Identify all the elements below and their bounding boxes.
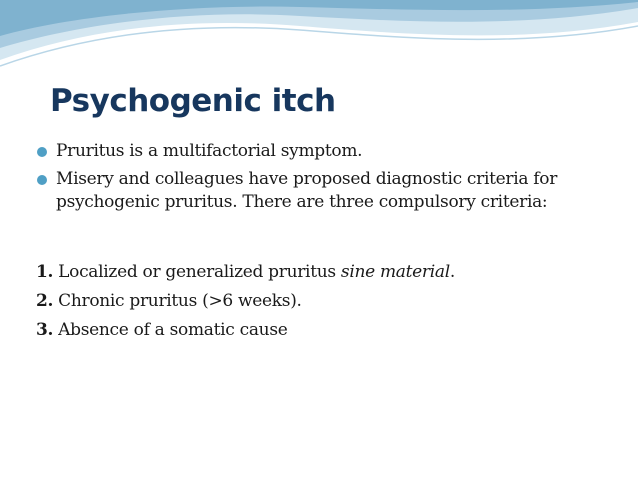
criteria-text: Localized or generalized pruritus	[58, 262, 341, 282]
criteria-number: 3.	[36, 320, 54, 340]
criteria-number: 2.	[36, 291, 54, 311]
bullet-dot-icon	[37, 175, 47, 185]
criteria-list	[36, 260, 626, 347]
bullet-dot-icon	[37, 147, 47, 157]
criteria-item	[36, 260, 626, 289]
bullet-text: Misery and colleagues have proposed diagnostic criteria for psychogenic pruritus. There are three compulsory criteria:	[56, 168, 558, 212]
criteria-emphasis: sine material	[340, 262, 450, 282]
criteria-item	[36, 318, 626, 347]
header-wave-decoration	[0, 0, 638, 80]
bullet-text: Pruritus is a multifactorial symptom.	[56, 141, 363, 161]
bullet-item	[36, 140, 626, 164]
slide-title: Psychogenic itch	[50, 83, 336, 119]
bullet-item	[36, 168, 626, 215]
criteria-text: Absence of a somatic cause	[58, 320, 288, 340]
criteria-suffix: .	[449, 262, 455, 282]
bullet-list	[36, 140, 626, 219]
criteria-number: 1.	[36, 262, 54, 282]
criteria-item	[36, 289, 626, 318]
criteria-text: Chronic pruritus (>6 weeks).	[58, 291, 302, 311]
